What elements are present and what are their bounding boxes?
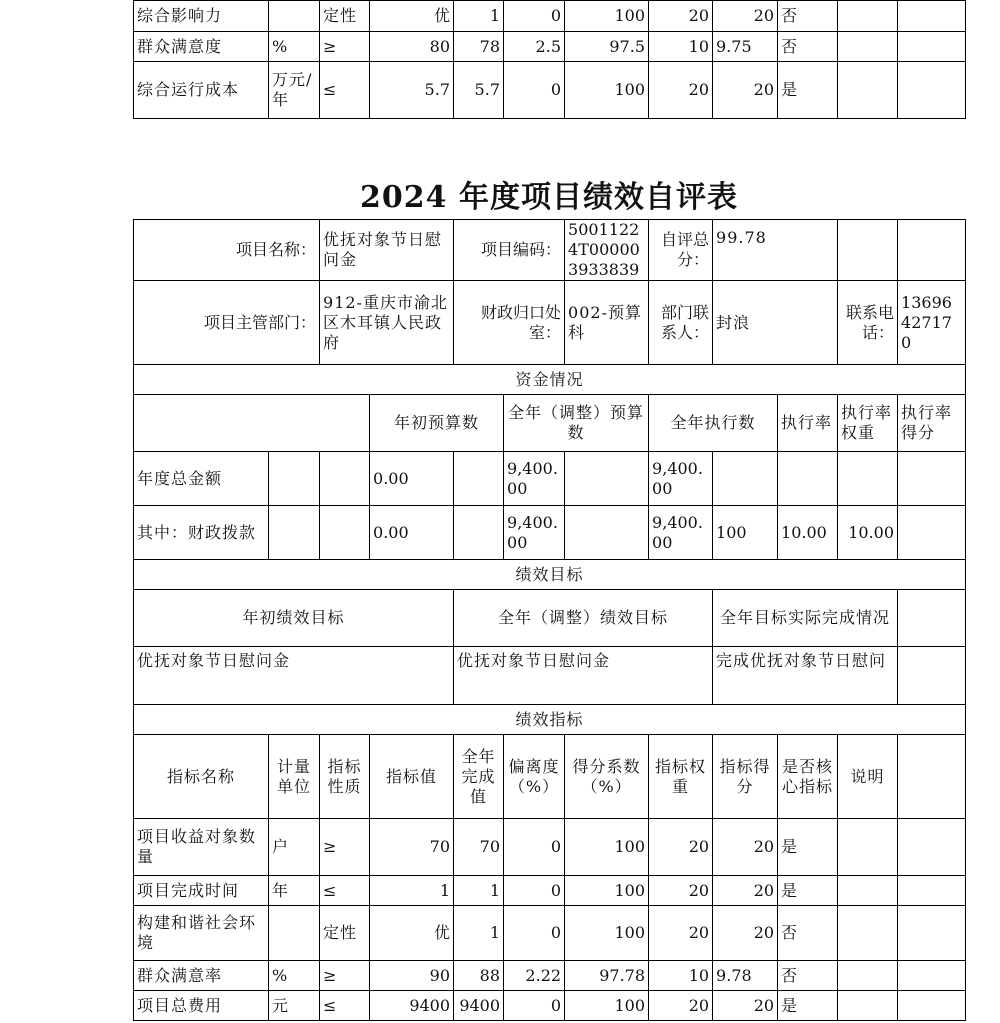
- empty-cell: [898, 906, 966, 961]
- empty-cell: [565, 452, 649, 506]
- goals-section-title: 绩效目标: [134, 560, 966, 590]
- indicator-actual: 1: [454, 876, 504, 906]
- indicator-note-header: 说明: [838, 735, 898, 819]
- indicator-coef: 100: [565, 1, 649, 32]
- indicator-score-header: 指标得分: [713, 735, 778, 819]
- exec-score-header: 执行率得分: [898, 395, 966, 452]
- funds-adjusted: 9,400.00: [504, 506, 565, 560]
- empty-cell: [269, 452, 320, 506]
- table-row: [134, 560, 966, 590]
- dept-label: 项目主管部门：: [134, 281, 320, 365]
- indicator-deviation: 0: [504, 1, 565, 32]
- adjusted-budget-header: 全年（调整）预算数: [504, 395, 649, 452]
- exec-weight-header: 执行率权重: [838, 395, 898, 452]
- table-row: [134, 961, 966, 991]
- indicator-name: 综合影响力: [134, 1, 269, 32]
- funds-weight: [778, 452, 838, 506]
- empty-cell: [898, 506, 966, 560]
- indicator-actual: 78: [454, 32, 504, 62]
- indicator-deviation: 2.5: [504, 32, 565, 62]
- indicator-name: 项目总费用: [134, 991, 269, 1021]
- indicator-core: 是: [778, 62, 838, 119]
- empty-cell: [898, 991, 966, 1021]
- indicator-name: 综合运行成本: [134, 62, 269, 119]
- indicator-actual-header: 全年完成值: [454, 735, 504, 819]
- phone-value: 13696427170: [898, 281, 966, 365]
- table-row: [134, 395, 966, 452]
- indicator-nature: ≥: [320, 819, 370, 876]
- indicator-target-header: 指标值: [370, 735, 454, 819]
- funds-executed: 9,400.00: [649, 452, 713, 506]
- indicator-core: 否: [778, 961, 838, 991]
- indicator-unit-header: 计量单位: [269, 735, 320, 819]
- table-row: [134, 32, 966, 62]
- indicator-deviation: 0: [504, 62, 565, 119]
- goals-initial-value: 优抚对象节日慰问金: [134, 647, 454, 705]
- indicator-score: 20: [713, 876, 778, 906]
- project-code-value: 50011224T000003933839: [565, 220, 649, 281]
- empty-cell: [898, 961, 966, 991]
- finance-office-value: 002-预算科: [565, 281, 649, 365]
- table-row: [134, 1, 966, 32]
- table-row: [134, 876, 966, 906]
- exec-rate-header: 执行率: [778, 395, 838, 452]
- indicator-score: 9.75: [713, 32, 778, 62]
- funds-weight: 10.00: [778, 506, 838, 560]
- indicator-coef: 97.78: [565, 961, 649, 991]
- funds-adjusted: 9,400.00: [504, 452, 565, 506]
- indicator-name: 构建和谐社会环境: [134, 906, 269, 961]
- indicator-target: 9400: [370, 991, 454, 1021]
- indicator-unit: 年: [269, 876, 320, 906]
- indicator-actual: 1: [454, 906, 504, 961]
- initial-budget-header: 年初预算数: [370, 395, 504, 452]
- indicator-nature: ≤: [320, 991, 370, 1021]
- funds-initial: 0.00: [370, 506, 454, 560]
- indicator-weight: 20: [649, 906, 713, 961]
- indicator-name-header: 指标名称: [134, 735, 269, 819]
- indicator-weight: 20: [649, 1, 713, 32]
- indicator-note: [838, 1, 898, 32]
- funds-initial: 0.00: [370, 452, 454, 506]
- indicator-core-header: 是否核心指标: [778, 735, 838, 819]
- indicator-unit: [269, 906, 320, 961]
- table-row: [134, 281, 966, 365]
- indicator-core: 是: [778, 819, 838, 876]
- indicator-deviation: 0: [504, 819, 565, 876]
- table-row: [134, 506, 966, 560]
- empty-cell: [134, 395, 370, 452]
- funds-section-title: 资金情况: [134, 365, 966, 395]
- table-row: [134, 735, 966, 819]
- indicator-actual: 5.7: [454, 62, 504, 119]
- empty-cell: [898, 876, 966, 906]
- indicator-deviation-header: 偏离度（%）: [504, 735, 565, 819]
- indicator-name: 项目完成时间: [134, 876, 269, 906]
- indicator-unit: [269, 1, 320, 32]
- indicator-name: 群众满意度: [134, 32, 269, 62]
- empty-cell: [454, 506, 504, 560]
- indicator-nature: 定性: [320, 1, 370, 32]
- indicator-nature: ≥: [320, 961, 370, 991]
- goals-actual-value: 完成优抚对象节日慰问: [713, 647, 898, 705]
- table-row: [134, 991, 966, 1021]
- indicator-core: 是: [778, 991, 838, 1021]
- goals-adjusted-header: 全年（调整）绩效目标: [454, 590, 713, 647]
- table-row: [134, 452, 966, 506]
- indicator-weight-header: 指标权重: [649, 735, 713, 819]
- empty-cell: [898, 819, 966, 876]
- evaluation-table: [133, 219, 966, 1021]
- funds-rate: [713, 452, 778, 506]
- empty-cell: [898, 62, 966, 119]
- empty-cell: [898, 452, 966, 506]
- indicator-coef-header: 得分系数（%）: [565, 735, 649, 819]
- indicator-nature: ≤: [320, 62, 370, 119]
- indicator-note: [838, 876, 898, 906]
- indicator-target: 优: [370, 906, 454, 961]
- funds-rate: 100: [713, 506, 778, 560]
- goals-initial-header: 年初绩效目标: [134, 590, 454, 647]
- indicator-core: 是: [778, 876, 838, 906]
- empty-cell: [320, 452, 370, 506]
- indicator-note: [838, 991, 898, 1021]
- indicator-note: [838, 819, 898, 876]
- indicator-weight: 10: [649, 32, 713, 62]
- table-row: [134, 819, 966, 876]
- table-row: [134, 62, 966, 119]
- indicator-actual: 1: [454, 1, 504, 32]
- indicator-unit: %: [269, 961, 320, 991]
- indicator-name: 项目收益对象数量: [134, 819, 269, 876]
- empty-cell: [838, 220, 898, 281]
- dept-value: 912-重庆市渝北区木耳镇人民政府: [320, 281, 454, 365]
- indicator-nature-header: 指标性质: [320, 735, 370, 819]
- indicator-core: 否: [778, 1, 838, 32]
- goals-adjusted-value: 优抚对象节日慰问金: [454, 647, 713, 705]
- indicator-core: 否: [778, 32, 838, 62]
- indicator-coef: 100: [565, 876, 649, 906]
- contact-person-value: 封浪: [713, 281, 838, 365]
- indicator-weight: 10: [649, 961, 713, 991]
- self-score-label: 自评总分：: [649, 220, 713, 281]
- indicator-actual: 88: [454, 961, 504, 991]
- indicator-nature: ≤: [320, 876, 370, 906]
- indicator-nature: ≥: [320, 32, 370, 62]
- empty-cell: [898, 590, 966, 647]
- indicator-note: [838, 32, 898, 62]
- project-name-label: 项目名称：: [134, 220, 320, 281]
- funds-score: [838, 452, 898, 506]
- table-row: [134, 647, 966, 705]
- empty-cell: [898, 220, 966, 281]
- indicator-note: [838, 961, 898, 991]
- indicator-coef: 100: [565, 906, 649, 961]
- indicator-target: 优: [370, 1, 454, 32]
- empty-cell: [565, 506, 649, 560]
- indicator-unit: 户: [269, 819, 320, 876]
- top-indicator-table: [133, 0, 966, 119]
- empty-cell: [898, 1, 966, 32]
- indicator-nature: 定性: [320, 906, 370, 961]
- empty-cell: [269, 506, 320, 560]
- indicator-deviation: 0: [504, 876, 565, 906]
- indicator-coef: 100: [565, 991, 649, 1021]
- empty-cell: [898, 647, 966, 705]
- empty-cell: [898, 32, 966, 62]
- indicator-actual: 70: [454, 819, 504, 876]
- indicator-weight: 20: [649, 991, 713, 1021]
- indicator-target: 70: [370, 819, 454, 876]
- indicator-core: 否: [778, 906, 838, 961]
- empty-cell: [898, 735, 966, 819]
- indicator-note: [838, 62, 898, 119]
- indicator-unit: 万元/年: [269, 62, 320, 119]
- table-row: [134, 590, 966, 647]
- indicator-score: 20: [713, 819, 778, 876]
- funds-row-label: 年度总金额: [134, 452, 269, 506]
- table-row: [134, 705, 966, 735]
- indicator-deviation: 0: [504, 991, 565, 1021]
- funds-row-label: 其中：财政拨款: [134, 506, 269, 560]
- table-row: [134, 220, 966, 281]
- empty-cell: [454, 452, 504, 506]
- indicator-score: 20: [713, 62, 778, 119]
- table-row: [134, 365, 966, 395]
- indicator-target: 1: [370, 876, 454, 906]
- table-row: [134, 906, 966, 961]
- indicator-name: 群众满意率: [134, 961, 269, 991]
- indicator-weight: 20: [649, 819, 713, 876]
- project-code-label: 项目编码：: [454, 220, 565, 281]
- indicator-unit: %: [269, 32, 320, 62]
- indicator-deviation: 0: [504, 906, 565, 961]
- indicator-target: 5.7: [370, 62, 454, 119]
- indicators-section-title: 绩效指标: [134, 705, 966, 735]
- page-title: 2024 年度项目绩效自评表: [360, 180, 738, 215]
- indicator-target: 90: [370, 961, 454, 991]
- indicator-score: 20: [713, 991, 778, 1021]
- indicator-coef: 100: [565, 62, 649, 119]
- goals-actual-header: 全年目标实际完成情况: [713, 590, 898, 647]
- indicator-actual: 9400: [454, 991, 504, 1021]
- funds-executed: 9,400.00: [649, 506, 713, 560]
- indicator-weight: 20: [649, 876, 713, 906]
- indicator-score: 9.78: [713, 961, 778, 991]
- indicator-weight: 20: [649, 62, 713, 119]
- indicator-note: [838, 906, 898, 961]
- indicator-score: 20: [713, 906, 778, 961]
- funds-score: 10.00: [838, 506, 898, 560]
- self-score-value: 99.78: [713, 220, 838, 281]
- indicator-target: 80: [370, 32, 454, 62]
- executed-header: 全年执行数: [649, 395, 778, 452]
- finance-office-label: 财政归口处室：: [454, 281, 565, 365]
- empty-cell: [320, 506, 370, 560]
- contact-person-label: 部门联系人：: [649, 281, 713, 365]
- indicator-deviation: 2.22: [504, 961, 565, 991]
- phone-label: 联系电话：: [838, 281, 898, 365]
- indicator-coef: 100: [565, 819, 649, 876]
- project-name-value: 优抚对象节日慰问金: [320, 220, 454, 281]
- indicator-score: 20: [713, 1, 778, 32]
- indicator-unit: 元: [269, 991, 320, 1021]
- indicator-coef: 97.5: [565, 32, 649, 62]
